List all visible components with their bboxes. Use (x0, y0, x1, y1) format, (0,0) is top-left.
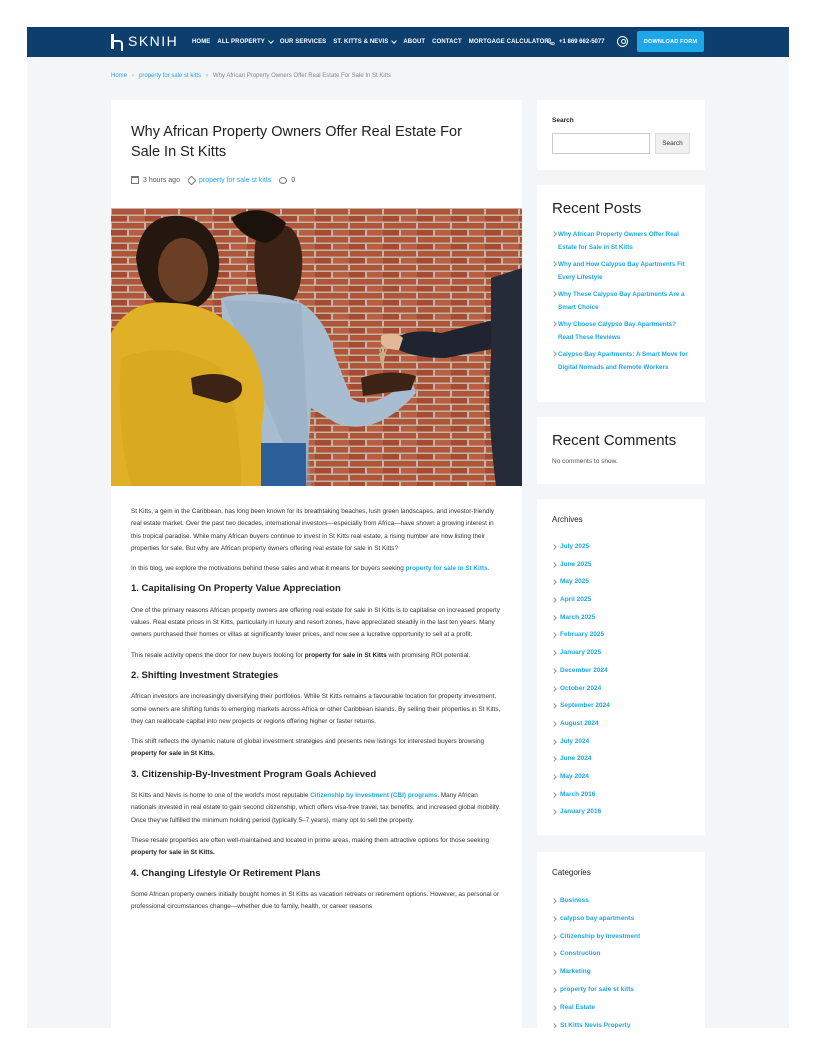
tag-icon (187, 175, 197, 185)
breadcrumb-current: Why African Property Owners Offer Real Estate For Sale In St Kitts (213, 73, 392, 79)
nav-item-home[interactable]: HOME (192, 39, 211, 45)
category-link[interactable]: Business (552, 896, 640, 914)
main-nav (192, 27, 549, 57)
recent-posts-list (552, 228, 692, 378)
nav-item-all-property[interactable]: ALL PROPERTY (217, 39, 272, 45)
category-link[interactable]: property for sale st kitts (552, 985, 640, 1003)
archive-link[interactable]: May 2025 (552, 577, 610, 595)
comment-count[interactable]: 0 (291, 176, 296, 184)
recent-post-link[interactable]: Why African Property Owners Offer Real Estate for Sale in St Kitts (552, 228, 692, 254)
recent-posts-widget (537, 185, 705, 402)
nav-item-mortgage-calculator[interactable]: MORTGAGE CALCULATOR (468, 39, 549, 45)
post-category-link[interactable]: property for sale st kitts (198, 176, 272, 184)
section-heading: 3. Citizenship-By-Investment Program Goals Achieved (131, 768, 377, 780)
archive-link[interactable]: September 2024 (552, 701, 610, 719)
category-link[interactable]: calypso bay apartments (552, 914, 640, 932)
archive-link[interactable]: March 2016 (552, 790, 610, 808)
nav-item-about[interactable]: ABOUT (403, 39, 426, 45)
archive-link[interactable]: July 2024 (552, 737, 610, 755)
section-heading: 4. Changing Lifestyle Or Retirement Plans (131, 867, 321, 879)
section-heading: 1. Capitalising On Property Value Appreciation (131, 583, 341, 595)
archive-link[interactable]: January 2025 (552, 648, 610, 666)
archive-link[interactable]: July 2025 (552, 542, 610, 560)
user-account-icon[interactable] (617, 36, 628, 47)
archive-link[interactable]: December 2024 (552, 666, 610, 684)
categories-list (552, 896, 640, 1028)
breadcrumb-separator-icon: › (132, 73, 135, 79)
paragraph: This resale activity opens the door for new buyers looking for property for sale in St Kitts with promising ROI potential. (131, 651, 471, 659)
recent-post-link[interactable]: Why These Calypso Bay Apartments Are a Smart Choice (552, 288, 692, 314)
archive-link[interactable]: June 2024 (552, 754, 610, 772)
recent-comments-widget (537, 417, 705, 484)
recent-posts-heading: Recent Posts (552, 200, 642, 217)
breadcrumb-home[interactable]: Home (111, 73, 128, 79)
breadcrumb-separator-icon: › (206, 73, 209, 79)
paragraph: St Kitts, a gem in the Caribbean, has long been known for its breathtaking beaches, lush green landscapes, and investor-friendly real estate market. Over the past two decades, international investors—especially from Africa—have shown a growing interest in this tropical paradise. While many African buyers continue to invest in St Kitts real estate, a rising number are now listing their properties for sale. But why are African property owners offering real estate for sale in St Kitts? (131, 508, 495, 552)
phone-link[interactable] (547, 27, 605, 57)
recent-comments-heading: Recent Comments (552, 432, 677, 449)
chevron-down-icon (391, 38, 397, 44)
category-link[interactable]: Construction (552, 949, 640, 967)
nav-item-st-kitts-nevis[interactable]: ST. KITTS & NEVIS (333, 39, 396, 45)
article-title: Why African Property Owners Offer Real Estate For Sale In St Kitts (131, 124, 462, 160)
article-meta (131, 176, 295, 184)
category-link[interactable]: Citizenship by Investment (552, 932, 640, 950)
site-logo[interactable] (111, 33, 178, 49)
archives-list (552, 542, 610, 825)
paragraph: One of the primary reasons African property owners are offering real estate for sale in St Kitts is to capitalise on increased property values. Real estate prices in St Kitts, particularly in luxury and resort zones, have appreciated steadily in the last ten years. Many owners purchased their homes or villas at significantly lower prices, and now see a lucrative opportunity to sell at a profit. (131, 606, 500, 639)
paragraph: Some African property owners initially bought homes in St Kitts as vacation retreats or retirement options. However, as personal or professional circumstances change—whether due to family, health, or career reasons (131, 890, 499, 911)
search-button[interactable]: Search (655, 133, 690, 154)
search-widget (537, 100, 705, 170)
post-time: 3 hours ago (143, 176, 180, 184)
archives-widget (537, 499, 705, 835)
paragraph: African investors are increasingly diversifying their portfolios. While St Kitts remains a favourable location for property investment, some owners are shifting funds to emerging markets across Africa or other Caribbean islands. By selling their properties in St Kitts, they can reallocate capital into new projects or regions offering higher or faster returns. (131, 693, 501, 725)
article-card (111, 100, 522, 1028)
no-comments-text: No comments to show. (552, 458, 618, 465)
categories-widget (537, 852, 705, 1028)
category-link[interactable]: Real Estate (552, 1003, 640, 1021)
section-heading: 2. Shifting Investment Strategies (131, 669, 279, 681)
featured-image (111, 208, 522, 486)
chevron-down-icon (268, 38, 274, 44)
article-body (131, 506, 501, 921)
comment-icon (279, 177, 287, 184)
paragraph: St Kitts and Nevis is home to one of the world's most reputable Citizenship by Investment (CBI) programs. Many African nationals invested in real estate to gain second citizenship, which offers visa-free travel, tax benefits, and increased global mobility. Once they've fulfilled the minimum holding period (typically 5–7 years), many opt to sell the property. (131, 792, 501, 824)
archive-link[interactable]: October 2024 (552, 684, 610, 702)
category-link[interactable]: Marketing (552, 967, 640, 985)
category-link[interactable]: St Kitts Nevis Property (552, 1021, 640, 1028)
breadcrumb (111, 73, 391, 79)
page-frame (27, 27, 789, 1028)
nav-item-our-services[interactable]: OUR SERVICES (279, 39, 327, 45)
archive-link[interactable]: February 2025 (552, 630, 610, 648)
cbi-program-link[interactable]: Citizenship by Investment (CBI) programs (310, 792, 438, 800)
nav-item-contact[interactable]: CONTACT (432, 39, 462, 45)
paragraph: This shift reflects the dynamic nature of global investment strategies and presents new listings for interested buyers browsing property for sale in St Kitts. (131, 738, 485, 758)
archive-link[interactable]: August 2024 (552, 719, 610, 737)
paragraph: In this blog, we explore the motivations behind these sales and what it means for buyers seeking property for sale in St Kitts. (131, 565, 490, 573)
couple-receiving-keys-illustration (111, 208, 522, 486)
search-input[interactable] (552, 133, 650, 154)
recent-post-link[interactable]: Why and How Calypso Bay Apartments Fit Every Lifestyle (552, 258, 692, 284)
recent-post-link[interactable]: Calypso Bay Apartments: A Smart Move for Digital Nomads and Remote Workers (552, 348, 692, 374)
logo-text: SKNIH (128, 33, 179, 49)
archive-link[interactable]: April 2025 (552, 595, 610, 613)
phone-icon (547, 38, 555, 46)
logo-mark-icon (111, 34, 122, 49)
archives-heading: Archives (552, 515, 583, 524)
download-form-button[interactable]: DOWNLOAD FORM (637, 31, 704, 52)
categories-heading: Categories (552, 868, 591, 877)
recent-post-link[interactable]: Why Choose Calypso Bay Apartments? Read These Reviews (552, 318, 692, 344)
breadcrumb-category[interactable]: property for sale st kitts (139, 73, 202, 79)
archive-link[interactable]: June 2025 (552, 560, 610, 578)
search-label: Search (552, 117, 574, 124)
archive-link[interactable]: March 2025 (552, 613, 610, 631)
top-navigation-bar (27, 27, 789, 57)
archive-link[interactable]: January 2016 (552, 807, 610, 825)
paragraph: These resale properties are often well-maintained and located in prime areas, making them attractive options for those seeking property for sale in St Kitts. (131, 836, 490, 857)
property-for-sale-link[interactable]: property for sale in St Kitts (405, 565, 488, 573)
phone-number: +1 869 662-5077 (559, 39, 605, 45)
archive-link[interactable]: May 2024 (552, 772, 610, 790)
calendar-icon (131, 176, 139, 184)
